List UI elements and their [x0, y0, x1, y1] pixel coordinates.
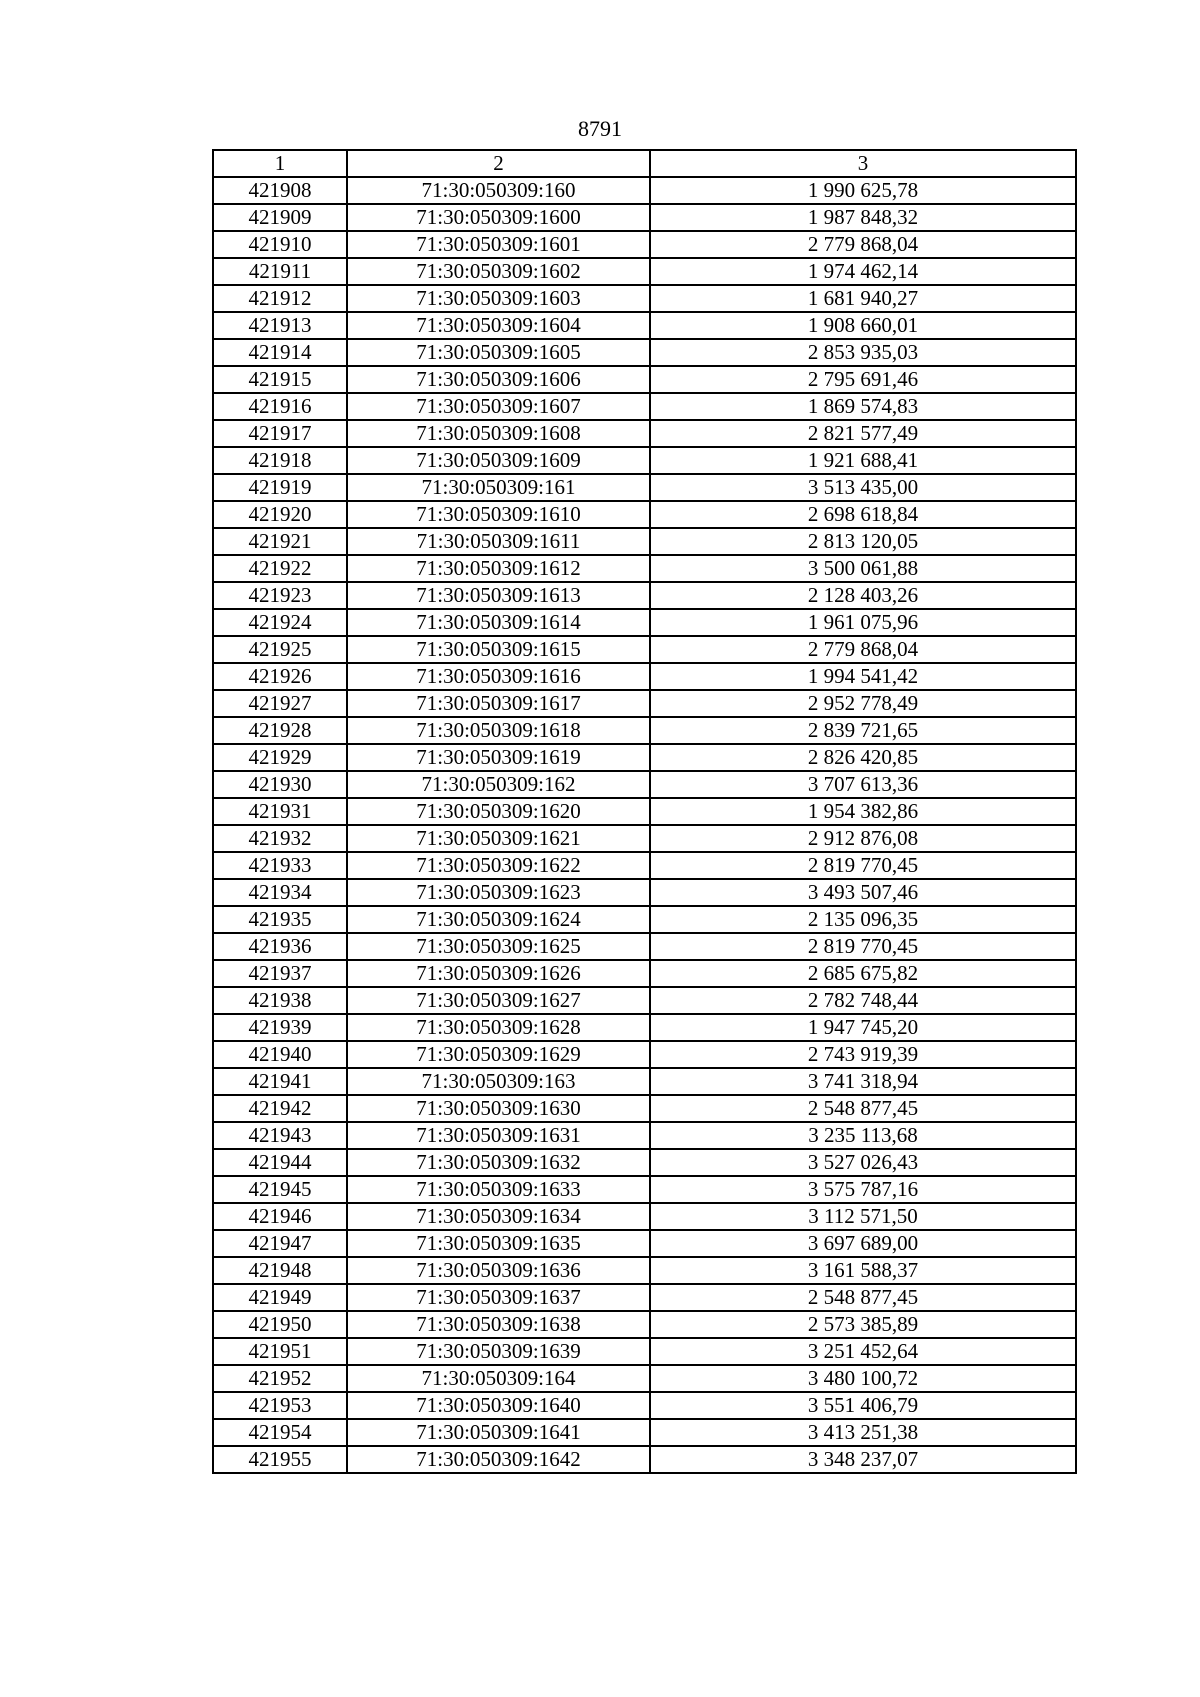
value-cell: 2 128 403,26 — [650, 582, 1076, 609]
cadastral-number-cell: 71:30:050309:1641 — [347, 1419, 650, 1446]
value-cell: 1 994 541,42 — [650, 663, 1076, 690]
value-cell: 3 551 406,79 — [650, 1392, 1076, 1419]
value-cell: 3 112 571,50 — [650, 1203, 1076, 1230]
table-row — [213, 447, 1076, 474]
row-number-cell: 421949 — [213, 1284, 347, 1311]
table-row — [213, 474, 1076, 501]
value-cell: 3 161 588,37 — [650, 1257, 1076, 1284]
table-row — [213, 744, 1076, 771]
cadastral-number-cell: 71:30:050309:161 — [347, 474, 650, 501]
table-row — [213, 312, 1076, 339]
row-number-cell: 421945 — [213, 1176, 347, 1203]
cadastral-number-cell: 71:30:050309:1602 — [347, 258, 650, 285]
cadastral-number-cell: 71:30:050309:1637 — [347, 1284, 650, 1311]
row-number-cell: 421920 — [213, 501, 347, 528]
cadastral-number-cell: 71:30:050309:162 — [347, 771, 650, 798]
cadastral-number-cell: 71:30:050309:1632 — [347, 1149, 650, 1176]
table-row — [213, 1284, 1076, 1311]
cadastral-number-cell: 71:30:050309:1613 — [347, 582, 650, 609]
cadastral-number-cell: 71:30:050309:1611 — [347, 528, 650, 555]
value-cell: 1 921 688,41 — [650, 447, 1076, 474]
value-cell: 3 527 026,43 — [650, 1149, 1076, 1176]
table-row — [213, 285, 1076, 312]
value-cell: 2 819 770,45 — [650, 852, 1076, 879]
row-number-cell: 421911 — [213, 258, 347, 285]
page-number: 8791 — [578, 116, 622, 141]
row-number-cell: 421955 — [213, 1446, 347, 1473]
value-cell: 2 779 868,04 — [650, 231, 1076, 258]
row-number-cell: 421942 — [213, 1095, 347, 1122]
row-number-cell: 421931 — [213, 798, 347, 825]
value-cell: 2 135 096,35 — [650, 906, 1076, 933]
cadastral-number-cell: 71:30:050309:160 — [347, 177, 650, 204]
row-number-cell: 421922 — [213, 555, 347, 582]
table-row — [213, 393, 1076, 420]
value-cell: 2 548 877,45 — [650, 1095, 1076, 1122]
table-header-row — [213, 150, 1076, 177]
cadastral-number-cell: 71:30:050309:1622 — [347, 852, 650, 879]
cadastral-number-cell: 71:30:050309:1624 — [347, 906, 650, 933]
value-cell: 2 821 577,49 — [650, 420, 1076, 447]
table-row — [213, 663, 1076, 690]
row-number-cell: 421947 — [213, 1230, 347, 1257]
table-row — [213, 609, 1076, 636]
row-number-cell: 421952 — [213, 1365, 347, 1392]
cadastral-number-cell: 71:30:050309:1617 — [347, 690, 650, 717]
row-number-cell: 421924 — [213, 609, 347, 636]
table-row — [213, 906, 1076, 933]
cadastral-number-cell: 71:30:050309:1607 — [347, 393, 650, 420]
row-number-cell: 421936 — [213, 933, 347, 960]
table-row — [213, 1095, 1076, 1122]
cadastral-number-cell: 71:30:050309:1639 — [347, 1338, 650, 1365]
row-number-cell: 421933 — [213, 852, 347, 879]
value-cell: 3 251 452,64 — [650, 1338, 1076, 1365]
table-row — [213, 366, 1076, 393]
value-cell: 3 707 613,36 — [650, 771, 1076, 798]
table-row — [213, 501, 1076, 528]
row-number-cell: 421916 — [213, 393, 347, 420]
table-row — [213, 1392, 1076, 1419]
value-cell: 2 743 919,39 — [650, 1041, 1076, 1068]
cadastral-number-cell: 71:30:050309:1631 — [347, 1122, 650, 1149]
row-number-cell: 421909 — [213, 204, 347, 231]
table-row — [213, 582, 1076, 609]
column-header-3: 3 — [650, 150, 1076, 177]
table-row — [213, 1230, 1076, 1257]
cadastral-number-cell: 71:30:050309:1609 — [347, 447, 650, 474]
cadastral-number-cell: 71:30:050309:1619 — [347, 744, 650, 771]
value-cell: 2 826 420,85 — [650, 744, 1076, 771]
table-row — [213, 933, 1076, 960]
value-cell: 2 839 721,65 — [650, 717, 1076, 744]
cadastral-number-cell: 71:30:050309:1633 — [347, 1176, 650, 1203]
row-number-cell: 421923 — [213, 582, 347, 609]
table-row — [213, 852, 1076, 879]
cadastral-number-cell: 71:30:050309:1638 — [347, 1311, 650, 1338]
row-number-cell: 421943 — [213, 1122, 347, 1149]
value-cell: 1 869 574,83 — [650, 393, 1076, 420]
cadastral-number-cell: 71:30:050309:1628 — [347, 1014, 650, 1041]
table-row — [213, 1014, 1076, 1041]
cadastral-number-cell: 71:30:050309:1627 — [347, 987, 650, 1014]
cadastral-number-cell: 71:30:050309:1640 — [347, 1392, 650, 1419]
value-cell: 3 513 435,00 — [650, 474, 1076, 501]
table-row — [213, 177, 1076, 204]
row-number-cell: 421914 — [213, 339, 347, 366]
cadastral-number-cell: 71:30:050309:1625 — [347, 933, 650, 960]
row-number-cell: 421946 — [213, 1203, 347, 1230]
row-number-cell: 421921 — [213, 528, 347, 555]
value-cell: 2 912 876,08 — [650, 825, 1076, 852]
cadastral-number-cell: 71:30:050309:163 — [347, 1068, 650, 1095]
row-number-cell: 421937 — [213, 960, 347, 987]
row-number-cell: 421912 — [213, 285, 347, 312]
table-row — [213, 717, 1076, 744]
table-row — [213, 1365, 1076, 1392]
value-cell: 1 908 660,01 — [650, 312, 1076, 339]
cadastral-number-cell: 71:30:050309:1615 — [347, 636, 650, 663]
cadastral-number-cell: 71:30:050309:1610 — [347, 501, 650, 528]
value-cell: 1 954 382,86 — [650, 798, 1076, 825]
row-number-cell: 421918 — [213, 447, 347, 474]
value-cell: 1 961 075,96 — [650, 609, 1076, 636]
row-number-cell: 421910 — [213, 231, 347, 258]
table-row — [213, 1122, 1076, 1149]
cadastral-number-cell: 71:30:050309:1629 — [347, 1041, 650, 1068]
value-cell: 3 348 237,07 — [650, 1446, 1076, 1473]
cadastral-number-cell: 71:30:050309:1636 — [347, 1257, 650, 1284]
row-number-cell: 421932 — [213, 825, 347, 852]
value-cell: 1 681 940,27 — [650, 285, 1076, 312]
table-row — [213, 1446, 1076, 1473]
table-row — [213, 1176, 1076, 1203]
table-row — [213, 1068, 1076, 1095]
cadastral-number-cell: 71:30:050309:1621 — [347, 825, 650, 852]
row-number-cell: 421908 — [213, 177, 347, 204]
value-cell: 2 813 120,05 — [650, 528, 1076, 555]
table-row — [213, 1338, 1076, 1365]
row-number-cell: 421929 — [213, 744, 347, 771]
value-cell: 2 685 675,82 — [650, 960, 1076, 987]
row-number-cell: 421913 — [213, 312, 347, 339]
data-table — [212, 149, 1077, 1474]
value-cell: 2 573 385,89 — [650, 1311, 1076, 1338]
cadastral-number-cell: 71:30:050309:1600 — [347, 204, 650, 231]
cadastral-number-cell: 71:30:050309:164 — [347, 1365, 650, 1392]
table-row — [213, 798, 1076, 825]
value-cell: 3 741 318,94 — [650, 1068, 1076, 1095]
row-number-cell: 421915 — [213, 366, 347, 393]
cadastral-number-cell: 71:30:050309:1623 — [347, 879, 650, 906]
row-number-cell: 421934 — [213, 879, 347, 906]
value-cell: 3 493 507,46 — [650, 879, 1076, 906]
table-row — [213, 825, 1076, 852]
cadastral-number-cell: 71:30:050309:1601 — [347, 231, 650, 258]
cadastral-number-cell: 71:30:050309:1614 — [347, 609, 650, 636]
row-number-cell: 421950 — [213, 1311, 347, 1338]
table-row — [213, 231, 1076, 258]
row-number-cell: 421940 — [213, 1041, 347, 1068]
row-number-cell: 421926 — [213, 663, 347, 690]
table-row — [213, 960, 1076, 987]
cadastral-number-cell: 71:30:050309:1635 — [347, 1230, 650, 1257]
table-body — [213, 177, 1076, 1473]
value-cell: 2 782 748,44 — [650, 987, 1076, 1014]
cadastral-number-cell: 71:30:050309:1606 — [347, 366, 650, 393]
column-header-2: 2 — [347, 150, 650, 177]
table-row — [213, 879, 1076, 906]
row-number-cell: 421948 — [213, 1257, 347, 1284]
table-row — [213, 771, 1076, 798]
table-row — [213, 1257, 1076, 1284]
row-number-cell: 421944 — [213, 1149, 347, 1176]
value-cell: 3 235 113,68 — [650, 1122, 1076, 1149]
cadastral-number-cell: 71:30:050309:1612 — [347, 555, 650, 582]
row-number-cell: 421927 — [213, 690, 347, 717]
cadastral-number-cell: 71:30:050309:1603 — [347, 285, 650, 312]
value-cell: 3 697 689,00 — [650, 1230, 1076, 1257]
row-number-cell: 421951 — [213, 1338, 347, 1365]
value-cell: 2 698 618,84 — [650, 501, 1076, 528]
value-cell: 1 974 462,14 — [650, 258, 1076, 285]
value-cell: 3 480 100,72 — [650, 1365, 1076, 1392]
value-cell: 2 795 691,46 — [650, 366, 1076, 393]
table-row — [213, 420, 1076, 447]
row-number-cell: 421928 — [213, 717, 347, 744]
value-cell: 2 779 868,04 — [650, 636, 1076, 663]
value-cell: 1 990 625,78 — [650, 177, 1076, 204]
row-number-cell: 421941 — [213, 1068, 347, 1095]
value-cell: 2 952 778,49 — [650, 690, 1076, 717]
table-row — [213, 339, 1076, 366]
table-row — [213, 1149, 1076, 1176]
table-row — [213, 1311, 1076, 1338]
cadastral-number-cell: 71:30:050309:1626 — [347, 960, 650, 987]
table-row — [213, 1203, 1076, 1230]
row-number-cell: 421925 — [213, 636, 347, 663]
value-cell: 3 575 787,16 — [650, 1176, 1076, 1203]
cadastral-number-cell: 71:30:050309:1605 — [347, 339, 650, 366]
table-row — [213, 1041, 1076, 1068]
row-number-cell: 421939 — [213, 1014, 347, 1041]
value-cell: 1 987 848,32 — [650, 204, 1076, 231]
row-number-cell: 421930 — [213, 771, 347, 798]
row-number-cell: 421919 — [213, 474, 347, 501]
value-cell: 3 413 251,38 — [650, 1419, 1076, 1446]
cadastral-number-cell: 71:30:050309:1634 — [347, 1203, 650, 1230]
value-cell: 2 819 770,45 — [650, 933, 1076, 960]
value-cell: 3 500 061,88 — [650, 555, 1076, 582]
value-cell: 1 947 745,20 — [650, 1014, 1076, 1041]
value-cell: 2 548 877,45 — [650, 1284, 1076, 1311]
cadastral-number-cell: 71:30:050309:1620 — [347, 798, 650, 825]
cadastral-number-cell: 71:30:050309:1630 — [347, 1095, 650, 1122]
column-header-1: 1 — [213, 150, 347, 177]
table-row — [213, 690, 1076, 717]
table-row — [213, 636, 1076, 663]
table-row — [213, 555, 1076, 582]
value-cell: 2 853 935,03 — [650, 339, 1076, 366]
table-row — [213, 528, 1076, 555]
table-row — [213, 1419, 1076, 1446]
row-number-cell: 421917 — [213, 420, 347, 447]
row-number-cell: 421938 — [213, 987, 347, 1014]
cadastral-number-cell: 71:30:050309:1618 — [347, 717, 650, 744]
table-row — [213, 204, 1076, 231]
cadastral-number-cell: 71:30:050309:1616 — [347, 663, 650, 690]
row-number-cell: 421953 — [213, 1392, 347, 1419]
cadastral-number-cell: 71:30:050309:1604 — [347, 312, 650, 339]
table-row — [213, 987, 1076, 1014]
row-number-cell: 421935 — [213, 906, 347, 933]
row-number-cell: 421954 — [213, 1419, 347, 1446]
table-row — [213, 258, 1076, 285]
cadastral-number-cell: 71:30:050309:1642 — [347, 1446, 650, 1473]
cadastral-number-cell: 71:30:050309:1608 — [347, 420, 650, 447]
